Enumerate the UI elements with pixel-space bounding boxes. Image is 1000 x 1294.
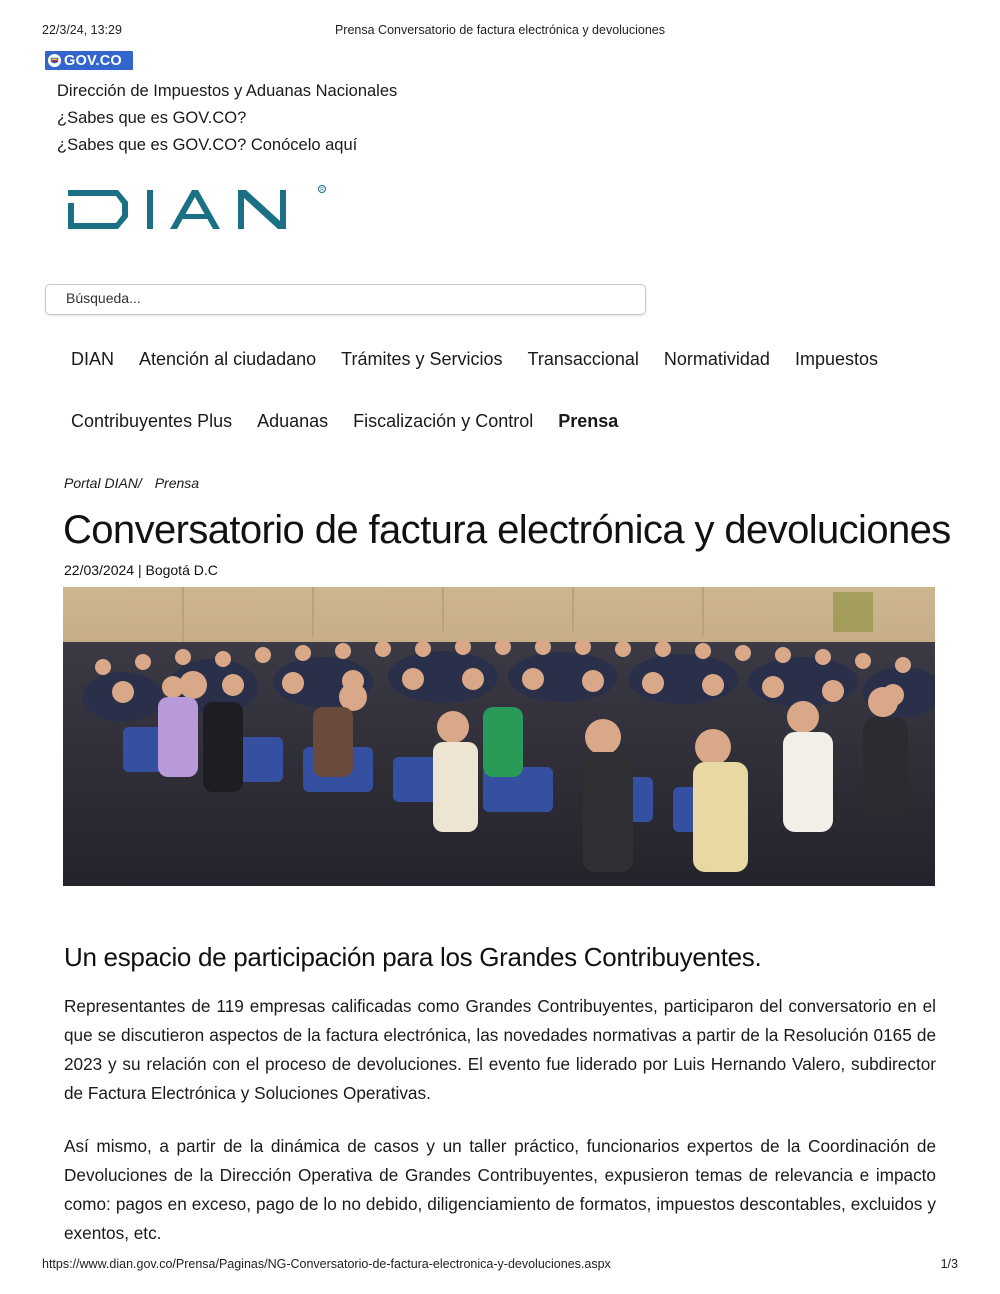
article-subtitle: Un espacio de participación para los Grandes Contribuyentes. (64, 942, 762, 972)
link-what-is-govco[interactable]: ¿Sabes que es GOV.CO? (57, 109, 247, 127)
link-know-govco[interactable]: ¿Sabes que es GOV.CO? Conócelo aquí (57, 136, 358, 154)
breadcrumb-prensa[interactable]: Prensa (154, 475, 200, 491)
print-footer (42, 1257, 958, 1273)
nav-item-normatividad[interactable]: Normatividad (663, 349, 770, 369)
print-url: https://www.dian.gov.co/Prensa/Paginas/NG-Conversatorio-de-factura-electronica-y-devoluciones.aspx (42, 1257, 611, 1271)
breadcrumb (64, 475, 208, 491)
nav-item-atencion-ciudadano[interactable]: Atención al ciudadano (139, 349, 317, 369)
search-input[interactable] (66, 290, 626, 306)
svg-text:R: R (320, 187, 324, 193)
article-paragraph: Así mismo, a partir de la dinámica de casos y un taller práctico, funcionarios expertos de la Coordinación de Devoluciones de la Dirección Operativa de Grandes Contribuyentes, expusieron temas de relevancia e impacto como: pagos en exceso, pago de lo no debido, diligenciamiento de formatos, impuestos descontables, excluidos y exentos, etc. (64, 1136, 936, 1243)
link-dian-full-name[interactable]: Dirección de Impuestos y Aduanas Nacionales (57, 82, 398, 100)
govco-label: GOV.CO (64, 52, 122, 69)
event-audience-photo (63, 587, 935, 886)
print-page-title: Prensa Conversatorio de factura electrónica y devoluciones (334, 23, 666, 37)
print-page-number: 1/3 (940, 1257, 958, 1271)
main-nav-row-1 (71, 349, 903, 370)
nav-item-transaccional[interactable]: Transaccional (527, 349, 639, 369)
nav-item-dian[interactable]: DIAN (71, 349, 115, 369)
govco-logo-link[interactable] (45, 51, 133, 70)
article-paragraph: Representantes de 119 empresas calificadas como Grandes Contribuyentes, participaron del conversatorio en el que se discutieron aspectos de la factura electrónica, las novedades normativas a partir de la Resolución 0165 de 2023 y su relación con el proceso de devoluciones. El evento fue liderado por Luis Hernando Valero, subdirector de Factura Electrónica y Soluciones Operativas. (64, 996, 936, 1103)
dian-logo[interactable] (66, 184, 331, 232)
colombia-seal-icon (47, 53, 62, 68)
nav-item-tramites-servicios[interactable]: Trámites y Servicios (341, 349, 503, 369)
nav-item-aduanas[interactable]: Aduanas (257, 411, 329, 431)
nav-item-prensa[interactable]: Prensa (558, 411, 619, 431)
main-nav-row-2 (71, 411, 643, 432)
breadcrumb-portal-dian[interactable]: Portal DIAN/ (64, 475, 142, 491)
article-title: Conversatorio de factura electrónica y devoluciones (63, 508, 951, 552)
top-links (57, 78, 397, 159)
nav-item-fiscalizacion-control[interactable]: Fiscalización y Control (353, 411, 534, 431)
print-datetime: 22/3/24, 13:29 (42, 23, 122, 37)
article-meta: 22/03/2024 | Bogotá D.C (64, 562, 218, 578)
print-header (42, 23, 958, 39)
nav-item-impuestos[interactable]: Impuestos (794, 349, 878, 369)
search-box[interactable] (45, 284, 646, 315)
nav-item-contribuyentes-plus[interactable]: Contribuyentes Plus (71, 411, 233, 431)
